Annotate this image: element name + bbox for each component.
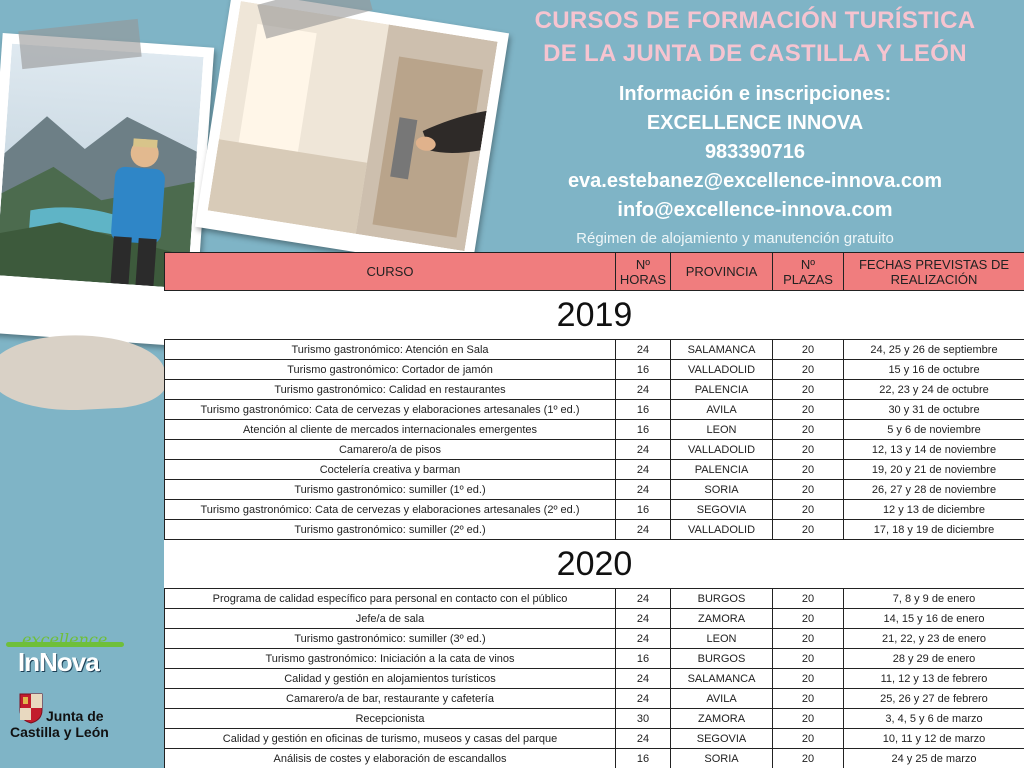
cell-horas: 16: [616, 400, 671, 420]
cell-plazas: 20: [773, 629, 844, 649]
cell-provincia: BURGOS: [671, 589, 773, 609]
cell-horas: 24: [616, 520, 671, 540]
cell-fechas: 11, 12 y 13 de febrero: [844, 669, 1024, 689]
cell-fechas: 24 y 25 de marzo: [844, 749, 1024, 768]
contact-info: [500, 80, 1010, 225]
cell-fechas: 26, 27 y 28 de noviembre: [844, 480, 1024, 500]
cell-fechas: 12 y 13 de diciembre: [844, 500, 1024, 520]
cell-horas: 24: [616, 460, 671, 480]
cell-curso: Camarero/a de pisos: [165, 440, 616, 460]
table-row: [165, 480, 1024, 500]
cell-provincia: PALENCIA: [671, 460, 773, 480]
cell-plazas: 20: [773, 609, 844, 629]
cell-horas: 24: [616, 340, 671, 360]
cell-fechas: 22, 23 y 24 de octubre: [844, 380, 1024, 400]
cell-curso: Recepcionista: [165, 709, 616, 729]
phone-number: 983390716: [704, 141, 806, 163]
cell-curso: Turismo gastronómico: sumiller (3º ed.): [165, 629, 616, 649]
title-line-2: DE LA JUNTA DE CASTILLA Y LEÓN: [543, 40, 967, 67]
cell-curso: Turismo gastronómico: sumiller (1º ed.): [165, 480, 616, 500]
cell-curso: Jefe/a de sala: [165, 609, 616, 629]
table-row: [165, 360, 1024, 380]
cell-plazas: 20: [773, 669, 844, 689]
table-row: [165, 500, 1024, 520]
cell-plazas: 20: [773, 520, 844, 540]
table-row: [165, 380, 1024, 400]
cell-plazas: 20: [773, 400, 844, 420]
cell-fechas: 24, 25 y 26 de septiembre: [844, 340, 1024, 360]
header-curso: CURSO: [165, 253, 616, 291]
cell-plazas: 20: [773, 689, 844, 709]
cell-horas: 24: [616, 440, 671, 460]
cell-fechas: 14, 15 y 16 de enero: [844, 609, 1024, 629]
courses-table: [164, 252, 1024, 768]
table-row: [165, 400, 1024, 420]
table-row: [165, 460, 1024, 480]
cell-fechas: 28 y 29 de enero: [844, 649, 1024, 669]
cell-provincia: VALLADOLID: [671, 360, 773, 380]
cell-plazas: 20: [773, 500, 844, 520]
year-row: [165, 540, 1024, 589]
cell-plazas: 20: [773, 589, 844, 609]
table-row: [165, 709, 1024, 729]
cell-provincia: ZAMORA: [671, 609, 773, 629]
cell-horas: 24: [616, 629, 671, 649]
cell-curso: Camarero/a de bar, restaurante y cafetería: [165, 689, 616, 709]
cell-horas: 16: [616, 500, 671, 520]
table-row: [165, 649, 1024, 669]
cell-provincia: SORIA: [671, 480, 773, 500]
cell-fechas: 30 y 31 de octubre: [844, 400, 1024, 420]
cell-curso: Turismo gastronómico: sumiller (2º ed.): [165, 520, 616, 540]
cell-fechas: 10, 11 y 12 de marzo: [844, 729, 1024, 749]
cell-provincia: SALAMANCA: [671, 669, 773, 689]
cell-horas: 24: [616, 609, 671, 629]
title-line-1: CURSOS DE FORMACIÓN TURÍSTICA: [534, 7, 976, 34]
cell-curso: Atención al cliente de mercados internacionales emergentes: [165, 420, 616, 440]
regimen-note: Régimen de alojamiento y manutención gratuito: [576, 230, 894, 247]
cell-provincia: AVILA: [671, 400, 773, 420]
cell-plazas: 20: [773, 480, 844, 500]
table-row: [165, 669, 1024, 689]
cell-plazas: 20: [773, 380, 844, 400]
cell-plazas: 20: [773, 709, 844, 729]
cell-provincia: BURGOS: [671, 649, 773, 669]
logos-area: [0, 620, 160, 768]
cell-provincia: SEGOVIA: [671, 729, 773, 749]
cell-provincia: SEGOVIA: [671, 500, 773, 520]
cell-curso: Turismo gastronómico: Cata de cervezas y elaboraciones artesanales (2º ed.): [165, 500, 616, 520]
hotel-door-photo: [195, 0, 509, 270]
email-link-2[interactable]: info@excellence-innova.com: [617, 199, 893, 221]
cell-horas: 30: [616, 709, 671, 729]
table-row: [165, 520, 1024, 540]
cell-horas: 24: [616, 729, 671, 749]
cell-provincia: LEON: [671, 629, 773, 649]
cell-horas: 16: [616, 420, 671, 440]
cell-plazas: 20: [773, 340, 844, 360]
cell-fechas: 19, 20 y 21 de noviembre: [844, 460, 1024, 480]
cell-horas: 24: [616, 589, 671, 609]
header-fechas: FECHAS PREVISTAS DE REALIZACIÓN: [844, 253, 1024, 291]
courses-table-container: [164, 252, 1024, 768]
cell-fechas: 3, 4, 5 y 6 de marzo: [844, 709, 1024, 729]
cell-fechas: 17, 18 y 19 de diciembre: [844, 520, 1024, 540]
table-row: [165, 340, 1024, 360]
cell-fechas: 7, 8 y 9 de enero: [844, 589, 1024, 609]
junta-logo-text: Junta de Castilla y León: [10, 708, 109, 740]
cell-curso: Coctelería creativa y barman: [165, 460, 616, 480]
header-horas: Nº HORAS: [616, 253, 671, 291]
cell-plazas: 20: [773, 749, 844, 768]
company-name: EXCELLENCE INNOVA: [646, 112, 864, 134]
excellence-logo-text: excellence: [22, 630, 108, 649]
year-row: [165, 291, 1024, 340]
cell-provincia: VALLADOLID: [671, 520, 773, 540]
cell-curso: Calidad y gestión en oficinas de turismo, museos y casas del parque: [165, 729, 616, 749]
cell-plazas: 20: [773, 440, 844, 460]
header-plazas: Nº PLAZAS: [773, 253, 844, 291]
cell-plazas: 20: [773, 460, 844, 480]
innova-logo-text: InNova: [18, 647, 99, 677]
table-header-row: [165, 253, 1024, 291]
cell-provincia: SORIA: [671, 749, 773, 768]
cell-provincia: AVILA: [671, 689, 773, 709]
cell-curso: Calidad y gestión en alojamientos turísticos: [165, 669, 616, 689]
table-row: [165, 629, 1024, 649]
cell-fechas: 21, 22, y 23 de enero: [844, 629, 1024, 649]
table-row: [165, 749, 1024, 768]
cell-provincia: PALENCIA: [671, 380, 773, 400]
header-provincia: PROVINCIA: [671, 253, 773, 291]
cell-fechas: 25, 26 y 27 de febrero: [844, 689, 1024, 709]
cell-plazas: 20: [773, 420, 844, 440]
cell-provincia: SALAMANCA: [671, 340, 773, 360]
cell-curso: Programa de calidad específico para personal en contacto con el público: [165, 589, 616, 609]
cell-plazas: 20: [773, 360, 844, 380]
cell-horas: 24: [616, 669, 671, 689]
table-row: [165, 440, 1024, 460]
table-row: [165, 609, 1024, 629]
cell-curso: Análisis de costes y elaboración de escandallos: [165, 749, 616, 768]
page-title: [500, 4, 1010, 70]
table-row: [165, 689, 1024, 709]
cell-plazas: 20: [773, 729, 844, 749]
cell-provincia: ZAMORA: [671, 709, 773, 729]
cell-curso: Turismo gastronómico: Cata de cervezas y elaboraciones artesanales (1º ed.): [165, 400, 616, 420]
cell-provincia: LEON: [671, 420, 773, 440]
year-heading: 2019: [556, 295, 633, 334]
cell-curso: Turismo gastronómico: Calidad en restaurantes: [165, 380, 616, 400]
info-heading: Información e inscripciones:: [618, 83, 892, 105]
table-row: [165, 420, 1024, 440]
cell-curso: Turismo gastronómico: Atención en Sala: [165, 340, 616, 360]
cell-curso: Turismo gastronómico: Cortador de jamón: [165, 360, 616, 380]
year-heading: 2020: [556, 544, 633, 583]
cell-horas: 16: [616, 360, 671, 380]
cell-horas: 16: [616, 749, 671, 768]
cell-horas: 24: [616, 480, 671, 500]
cell-fechas: 12, 13 y 14 de noviembre: [844, 440, 1024, 460]
cell-plazas: 20: [773, 649, 844, 669]
table-row: [165, 729, 1024, 749]
table-row: [165, 589, 1024, 609]
cell-curso: Turismo gastronómico: Iniciación a la cata de vinos: [165, 649, 616, 669]
cell-fechas: 15 y 16 de octubre: [844, 360, 1024, 380]
cell-horas: 16: [616, 649, 671, 669]
email-link-1[interactable]: eva.estebanez@excellence-innova.com: [567, 170, 943, 192]
cell-horas: 24: [616, 689, 671, 709]
cell-fechas: 5 y 6 de noviembre: [844, 420, 1024, 440]
cell-horas: 24: [616, 380, 671, 400]
cell-provincia: VALLADOLID: [671, 440, 773, 460]
